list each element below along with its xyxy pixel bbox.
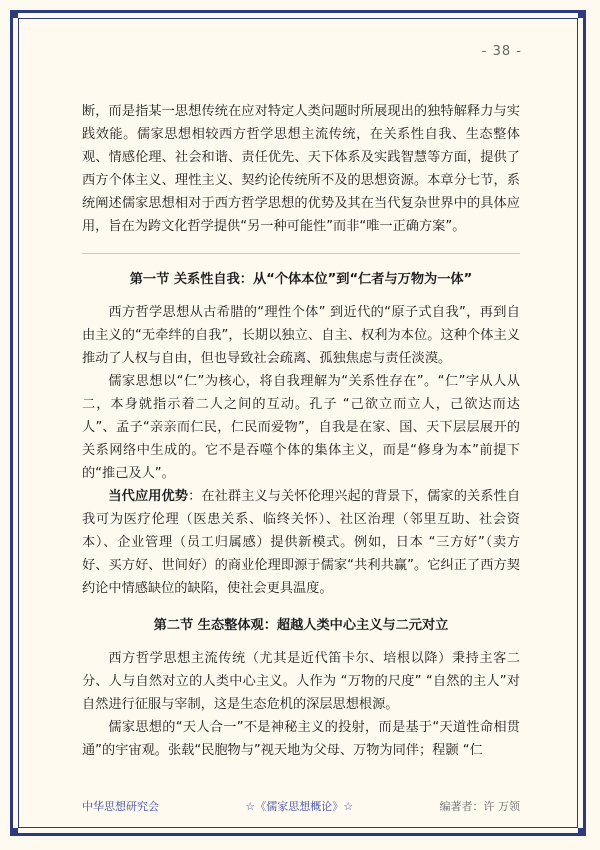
footer-book-title: ☆《儒家思想概论》☆	[245, 800, 354, 813]
page-body	[82, 100, 520, 762]
application-advantage-label: 当代应用优势	[108, 489, 189, 504]
page-number: - 38 -	[481, 44, 522, 59]
footer-author: 编著者：许 万领	[439, 800, 520, 813]
corner-ornament	[10, 10, 18, 18]
section-1-paragraph-3	[82, 485, 520, 600]
intro-paragraph: 断，而是指某一思想传统在应对特定人类问题时所展现出的独特解释力与实践效能。儒家思想相较西方哲学思想主流传统，在关系性自我、生态整体观、情感伦理、社会和谐、责任优先、天下体系及实践智慧等方面，提供了西方个体主义、理性主义、契约论传统所不及的思想资源。本章分七节，系统阐述儒家思想相对于西方哲学思想的优势及其在当代复杂世界中的具体应用，旨在为跨文化哲学提供“另一种可能性”而非“唯一正确方案”。	[82, 104, 520, 234]
application-advantage-text: ：在社群主义与关怀伦理兴起的背景下，儒家的关系性自我可为医疗伦理（医患关系、临终关怀）、社区治理（邻里互助、社会资本）、企业管理（员工归属感）提供新模式。例如，日本 “三方好”（卖方好、买方好、世间好）的商业伦理即源于儒家“共利共赢”。它纠正了西方契约论中情感缺位的缺陷，使社会更具温度。	[82, 489, 521, 596]
section-1-paragraph-2: 儒家思想以“仁”为核心，将自我理解为“关系性存在”。“仁”字从人从二，本身就指示着二人之间的互动。孔子 “己欲立而立人，己欲达而达人”、孟子“亲亲而仁民，仁民而爱物”，自我是在家、国、天下层层展开的关系网络中生成的。它不是吞噬个体的集体主义，而是“修身为本”前提下的“推己及人”。	[82, 374, 520, 481]
section-2-paragraph-1: 西方哲学思想主流传统（尤其是近代笛卡尔、培根以降）秉持主客二分、人与自然对立的人类中心主义。人作为 “万物的尺度” “自然的主人”对自然进行征服与宰制，这是生态危机的深层思想根源。	[82, 651, 520, 712]
section-1-paragraph-1: 西方哲学思想从古希腊的“理性个体” 到近代的“原子式自我”，再到自由主义的“无牵绊的自我”，长期以独立、自主、权利为本位。这种个体主义推动了人权与自由，但也导致社会疏离、孤独焦虑与责任淡漠。	[82, 305, 520, 366]
footer-organization: 中华思想研究会	[82, 800, 159, 813]
corner-ornament	[578, 10, 586, 18]
page-footer	[82, 798, 520, 814]
section-2-paragraph-2: 儒家思想的“天人合一”不是神秘主义的投射，而是基于“天道性命相贯通”的宇宙观。张载“民胞物与”视天地为父母、万物为同伴；程颢 “仁	[82, 720, 520, 758]
section-2-title: 第二节 生态整体观：超越人类中心主义与二元对立	[153, 618, 449, 633]
section-1-title: 第一节 关系性自我：从“个体本位”到“仁者与万物为一体”	[129, 272, 473, 287]
section-divider	[82, 253, 520, 254]
corner-ornament	[10, 828, 18, 836]
corner-ornament	[578, 828, 586, 836]
